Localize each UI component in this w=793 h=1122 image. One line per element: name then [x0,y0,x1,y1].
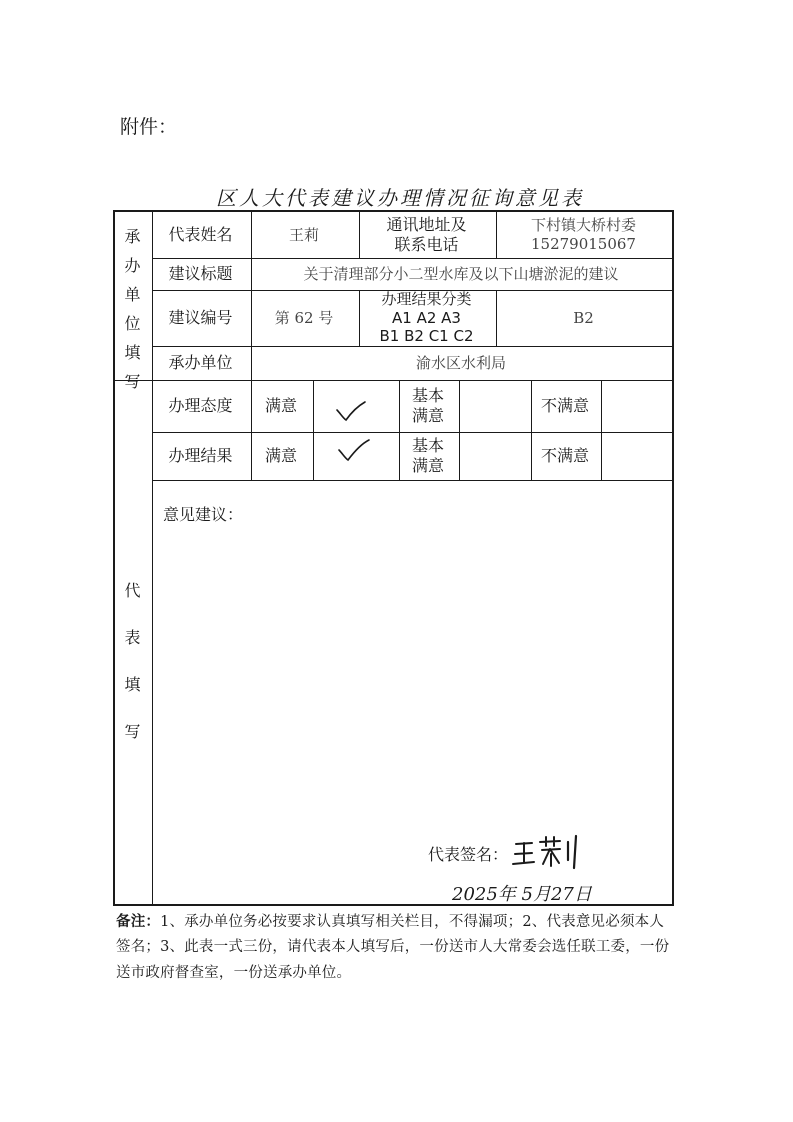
result-category-label [358,290,495,346]
result-category-opts-2: B1 B2 C1 C2 [379,327,474,346]
handwritten-signature [510,834,590,870]
attitude-basic-label [398,380,458,432]
attitude-not-satisfied-label: 不满意 [540,396,589,415]
section-char: 代 [124,581,141,600]
contact-value [495,212,672,258]
notes-label: 备注： [116,914,161,930]
notes-text: 1、承办单位务必按要求认真填写相关栏目，不得漏项；2、代表意见必须本人签名；3、此表一式三份，请代表本人填写后，一份送市人大常委会选任联工委，一份送市政府督查室，一份送承办单位。 [116,914,670,981]
name-value: 王莉 [288,225,319,244]
attitude-label: 办理态度 [168,396,233,415]
section-char: 办 [124,256,141,275]
basic-line2: 满意 [411,406,444,425]
result-satisfied-label: 满意 [264,446,297,465]
name-label: 代表姓名 [168,225,233,244]
section-char: 写 [124,372,141,391]
section-char: 承 [124,227,141,246]
result-not-satisfied-label: 不满意 [540,446,589,465]
form-title: 区人大代表建议办理情况征询意见表 [216,186,584,210]
section-char: 填 [124,675,141,694]
contact-phone: 15279015067 [531,235,636,253]
row-divider [152,480,674,481]
attitude-satisfied-label: 满意 [264,396,297,415]
section-label-representative [115,578,150,742]
proposal-number-value: 第 62 号 [274,308,334,327]
contact-label-line2: 联系电话 [394,235,459,254]
opinion-label: 意见建议： [163,505,244,524]
section-char: 表 [124,628,141,647]
section-label-handling-unit [115,224,150,392]
handling-unit-label: 承办单位 [168,353,233,372]
result-category-opts-1: A1 A2 A3 [392,308,461,327]
signature-date: 2025年 5月27日 [452,884,592,905]
contact-label-line1: 通讯地址及 [386,215,467,234]
contact-label [358,212,495,258]
opinion-textarea[interactable] [160,528,660,828]
result-not-satisfied-box[interactable] [600,432,672,480]
section-char: 填 [124,343,141,362]
checkmark-icon [334,400,368,424]
attitude-not-satisfied-box[interactable] [600,380,672,432]
contact-address: 下村镇大桥村委 [530,216,636,235]
result-satisfied-box[interactable] [312,432,398,480]
section-char: 单 [124,285,141,304]
notes [116,910,676,986]
checkmark-icon [336,438,372,464]
result-label: 办理结果 [168,446,233,465]
result-basic-label [398,432,458,480]
result-basic-box[interactable] [458,432,530,480]
basic-line1: 基本 [411,436,444,455]
proposal-title-label: 建议标题 [168,264,233,283]
attachment-label: 附件： [120,116,178,138]
signature-label: 代表签名： [428,845,509,864]
attitude-basic-box[interactable] [458,380,530,432]
proposal-number-label: 建议编号 [168,308,233,327]
result-category-value: B2 [573,308,594,327]
attitude-satisfied-box[interactable] [312,380,398,432]
section-char: 写 [124,722,141,741]
handling-unit-value: 渝水区水利局 [415,353,506,372]
basic-line1: 基本 [411,386,444,405]
basic-line2: 满意 [411,456,444,475]
proposal-title-value: 关于清理部分小二型水库及以下山塘淤泥的建议 [303,264,619,283]
result-category-title: 办理结果分类 [381,289,472,308]
section-char: 位 [124,314,141,333]
